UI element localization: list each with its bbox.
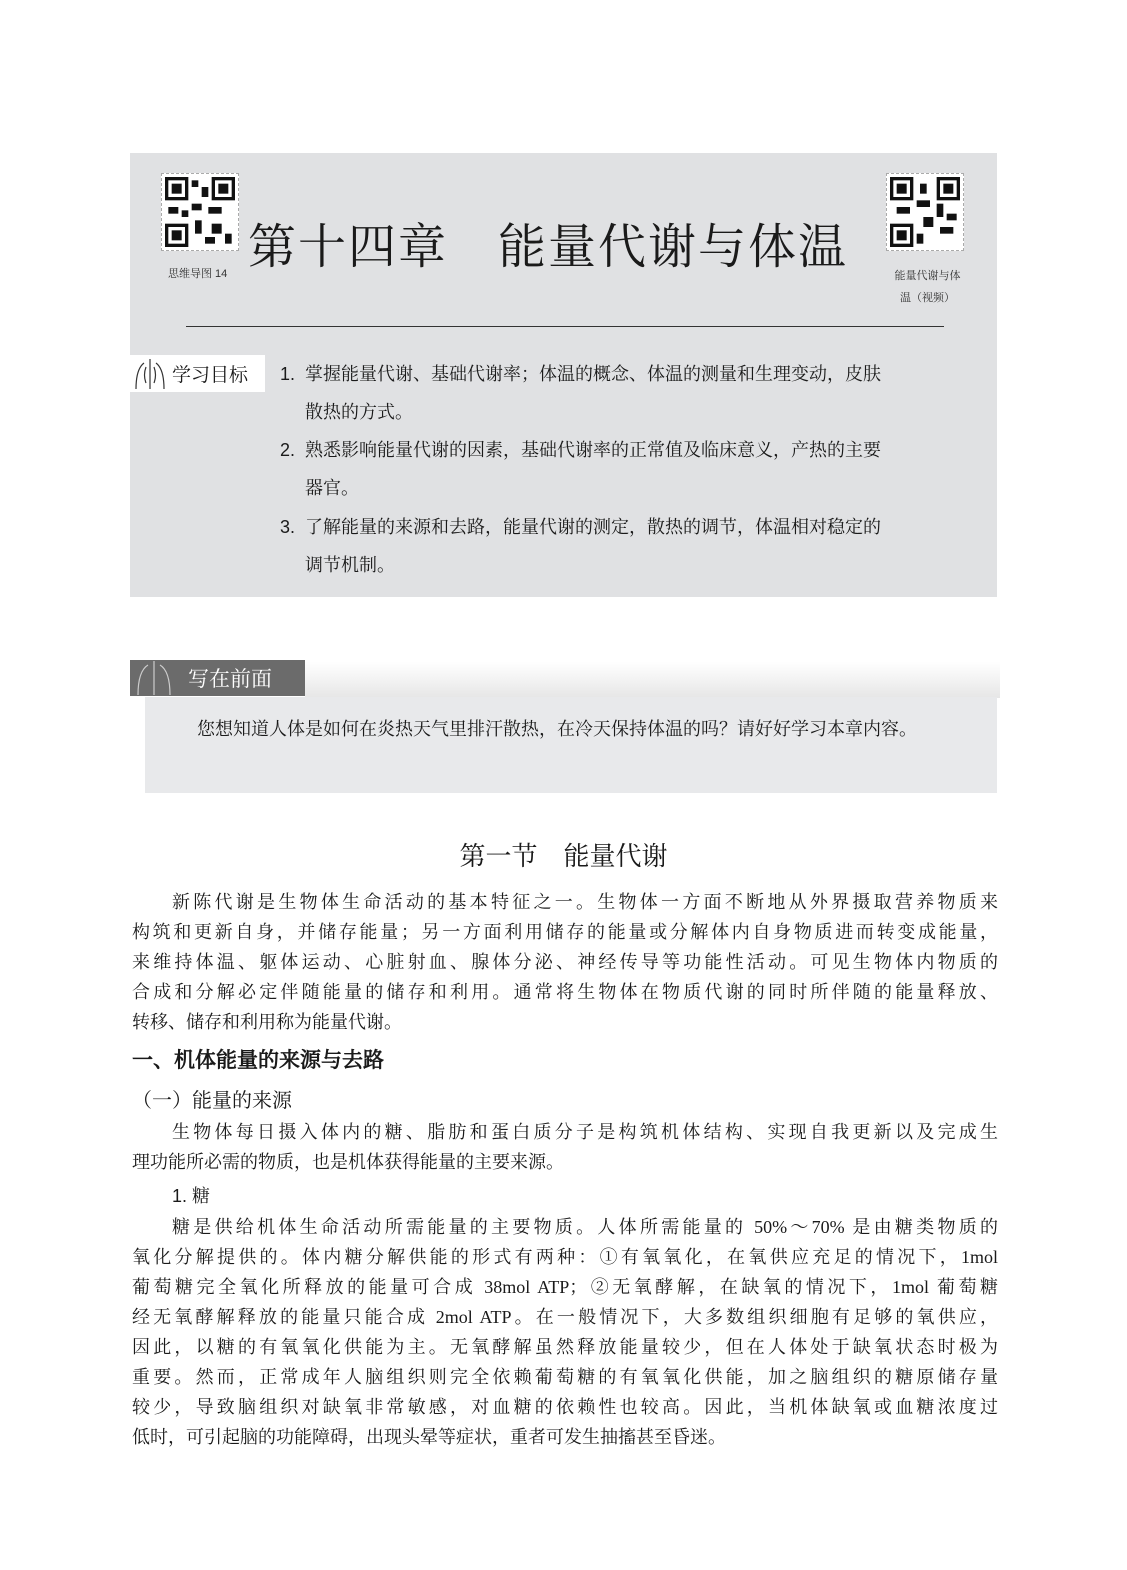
objective-item-2 [280,431,980,507]
subheading-sugar: 1. 糖 [172,1186,211,1206]
text-line: 转移、储存和利用称为能量代谢。 [132,1012,402,1032]
qr-right-caption [880,265,975,309]
text-line: 糖是供给机体生命活动所需能量的主要物质。人体所需能量的 50%～70% 是由糖类物质的 [172,1217,998,1237]
objective-text: 调节机制。 [305,555,395,575]
text-line: 葡萄糖完全氧化所释放的能量可合成 38mol ATP；②无氧酵解，在缺氧的情况下，1mol 葡萄糖 [132,1277,998,1297]
objective-num: 2. [280,440,296,460]
subheading-energy-source: （一）能量的来源 [132,1090,292,1112]
chapter-title: 第十四章 能量代谢与体温 [248,221,849,274]
objective-text: 器官。 [305,478,359,498]
objective-text: 掌握能量代谢、基础代谢率；体温的概念、体温的测量和生理变动，皮肤 [305,364,881,384]
text-line: 构筑和更新自身，并储存能量；另一方面利用储存的能量或分解体内自身物质进而转变成能量， [132,922,998,942]
preface-tab [130,660,305,696]
qr-left-caption: 思维导图 14 [168,268,228,280]
objective-num: 3. [280,517,296,537]
qr-code-mindmap[interactable] [161,173,239,251]
objectives-label-text: 学习目标 [172,365,249,386]
preface-label: 写在前面 [188,667,272,691]
text-line: 新陈代谢是生物体生命活动的基本特征之一。生物体一方面不断地从外界摄取营养物质来 [172,892,998,912]
text-line: 经无氧酵解释放的能量只能合成 2mol ATP。在一般情况下，大多数组织细胞有足够的氧供应， [132,1307,998,1327]
text-line: 合成和分解必定伴随能量的储存和利用。通常将生物体在物质代谢的同时所伴随的能量释放、 [132,982,998,1002]
caption-line: 能量代谢与体 [894,270,961,282]
objective-item-3 [280,508,980,584]
objective-text: 散热的方式。 [305,402,413,422]
preface-text: 您想知道人体是如何在炎热天气里排汗散热，在冷天保持体温的吗？请好好学习本章内容。 [145,697,997,793]
objective-text: 熟悉影响能量代谢的因素，基础代谢率的正常值及临床意义，产热的主要 [305,440,881,460]
spine-figure-icon [134,661,174,695]
text-line: 低时，可引起脑的功能障碍，出现头晕等症状，重者可发生抽搐甚至昏迷。 [132,1427,726,1447]
text-line: 因此，以糖的有氧氧化供能为主。无氧酵解虽然释放能量较少，但在人体处于缺氧状态时极为 [132,1337,998,1357]
section-title: 第一节 能量代谢 [459,841,668,871]
caption-line: 温（视频） [900,292,955,304]
text-line: 理功能所必需的物质，也是机体获得能量的主要来源。 [132,1152,564,1172]
text-line: 重要。然而，正常成年人脑组织则完全依赖葡萄糖的有氧氧化供能，加之脑组织的糖原储存量 [132,1367,998,1387]
objectives-label [130,355,265,392]
sugar-paragraph [132,1212,998,1452]
intro-paragraph [132,887,998,1037]
text-line: 较少，导致脑组织对缺氧非常敏感，对血糖的依赖性也较高。因此，当机体缺氧或血糖浓度过 [132,1397,998,1417]
text-line: 生物体每日摄入体内的糖、脂肪和蛋白质分子是构筑机体结构、实现自我更新以及完成生 [172,1122,998,1142]
preface-header-bar [305,662,1000,698]
divider [186,326,944,327]
qr-code-icon [165,177,235,247]
heading-energy-source-and-fate: 一、机体能量的来源与去路 [132,1049,384,1072]
text-line: 来维持体温、躯体运动、心脏射血、腺体分泌、神经传导等功能性活动。可见生物体内物质的 [132,952,998,972]
qr-code-icon [890,177,960,247]
objective-text: 了解能量的来源和去路，能量代谢的测定，散热的调节，体温相对稳定的 [305,517,881,537]
body-figure-icon [132,357,168,391]
objective-num: 1. [280,364,296,384]
objective-item-1 [280,355,980,431]
qr-code-video[interactable] [886,173,964,251]
source-paragraph [132,1117,998,1177]
text-line: 氧化分解提供的。体内糖分解供能的形式有两种：①有氧氧化，在氧供应充足的情况下，1mol [132,1247,998,1267]
